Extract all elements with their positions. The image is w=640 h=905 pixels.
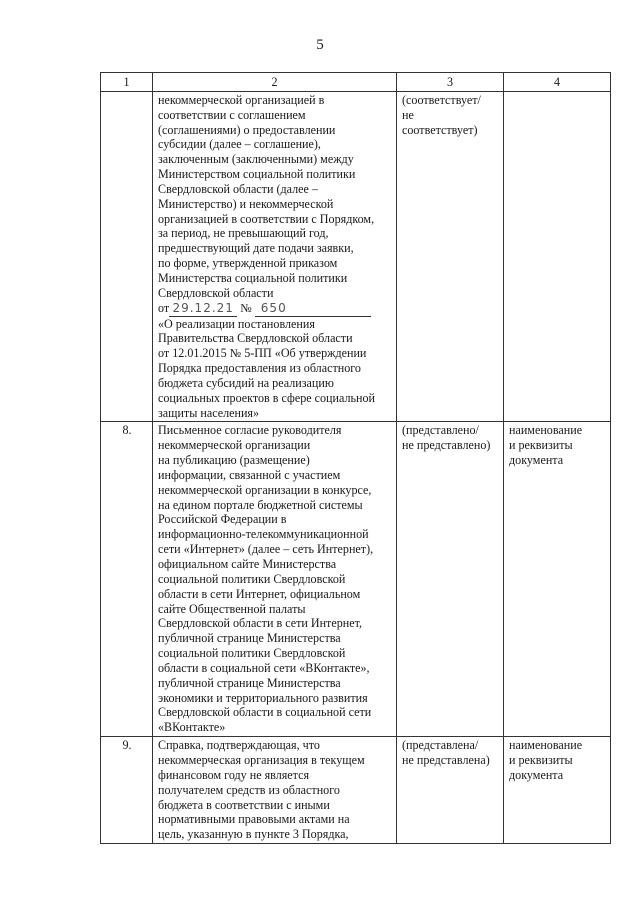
document-details-cell [504,422,611,737]
description-lines [158,93,392,301]
text-line: и реквизиты [509,438,573,453]
column-header: 2 [153,73,397,92]
table-header-row [101,73,611,92]
text-line: не представлена) [402,752,490,767]
text-line: бюджета в соответствии с иными [158,797,330,812]
text-line: Порядка предоставления из областного [158,361,361,376]
text-line: сайте Общественной палаты [158,601,306,616]
text-line: Российской Федерации в [158,512,287,527]
text-line: заключенным (заключенными) между [158,152,354,167]
text-line: соответствии с соглашением [158,107,306,122]
text-line: организацией в соответствии с Порядком, [158,211,375,226]
text-line: наименование [509,738,583,753]
text-line: и реквизиты [509,752,573,767]
text-line: «ВКонтакте» [158,720,226,735]
document-details-cell [504,91,611,422]
text-line: социальной политики Свердловской [158,571,346,586]
text-line: Справка, подтверждающая, что [158,738,320,753]
text-line: (представлено/ [402,423,479,438]
text-line: экономики и территориального развития [158,690,368,705]
compliance-cell [397,422,504,737]
text-line: получателем средств из областного [158,782,340,797]
text-line: сети «Интернет» (далее – сеть Интернет), [158,542,374,557]
text-line: области в социальной сети «ВКонтакте», [158,660,370,675]
text-line: наименование [509,423,583,438]
text-line: «О реализации постановления [158,316,315,331]
text-line: официальном сайте Министерства [158,557,337,571]
table-row-continued [101,91,611,422]
text-line: (представлена/ [402,738,479,753]
text-line: Правительства Свердловской области [158,331,353,346]
document-description-cell [153,422,397,737]
text-line: на публикацию (размещение) [158,453,310,468]
row-number-cell [101,91,153,422]
compliance-cell [397,91,504,422]
text-line: не представлено) [402,438,491,453]
text-line: документа [509,767,564,782]
text-line: некоммерческой организации [158,438,311,453]
document-description-cell [153,737,397,844]
text-line: нормативными правовыми актами на [158,812,350,827]
order-reference-line [158,301,392,317]
text-line: некоммерческой организацией в [158,92,325,107]
table-row-8 [101,422,611,737]
text-line: Свердловской области [158,285,274,300]
order-prefix: от [158,300,170,315]
text-line: публичной странице Министерства [158,675,341,690]
requirements-table [100,72,611,844]
text-line: защиты населения» [158,405,260,420]
text-line: (соответствует/ [402,92,481,107]
description-lines-after [158,317,392,421]
text-line: Министерством социальной политики [158,167,356,182]
text-line: соответствует) [402,122,478,137]
text-line: финансовом году не является [158,767,310,782]
text-line: не [402,107,414,122]
text-line: некоммерческая организация в текущем [158,752,365,767]
page-number: 5 [316,37,324,53]
document-details-cell [504,737,611,844]
text-line: некоммерческой организации в конкурсе, [158,482,372,497]
text-line: публичной странице Министерства [158,631,341,646]
text-line: информации, связанной с участием [158,467,341,482]
row-number-cell: 8. [101,422,153,737]
text-line: предшествующий дате подачи заявки, [158,241,354,256]
text-line: цель, указанную в пункте 3 Порядка, [158,827,349,842]
order-number-label: № [240,300,252,315]
text-line: Свердловской области в сети Интернет, [158,616,362,631]
column-header: 1 [101,73,153,92]
text-line: Министерство) и некоммерческой [158,196,334,211]
text-line: на едином портале бюджетной системы [158,497,363,512]
row-number-cell: 9. [101,737,153,844]
text-line: информационно-телекоммуникационной [158,527,369,542]
compliance-cell [397,737,504,844]
text-line: Министерства социальной политики [158,270,348,285]
text-line: документа [509,453,564,468]
column-header: 4 [504,73,611,92]
order-number-field: 650 [255,301,371,317]
text-line: по форме, утвержденной приказом [158,256,338,271]
text-line: Письменное согласие руководителя [158,423,342,438]
text-line: (соглашениями) о предоставлении [158,122,336,137]
column-header: 3 [397,73,504,92]
text-line: социальных проектов в сфере социальной [158,390,376,405]
text-line: социальной политики Свердловской [158,646,346,661]
text-line: субсидии (далее – соглашение), [158,137,321,152]
text-line: Свердловской области (далее – [158,181,318,196]
text-line: за период, не превышающий год, [158,226,329,241]
order-date-field: 29.12.21 [169,301,237,317]
text-line: области в сети Интернет, официальном [158,586,361,601]
table-row-9 [101,737,611,844]
text-line: Свердловской области в социальной сети [158,705,372,720]
text-line: от 12.01.2015 № 5-ПП «Об утверждении [158,346,367,361]
document-description-cell [153,91,397,422]
text-line: бюджета субсидий на реализацию [158,375,334,390]
